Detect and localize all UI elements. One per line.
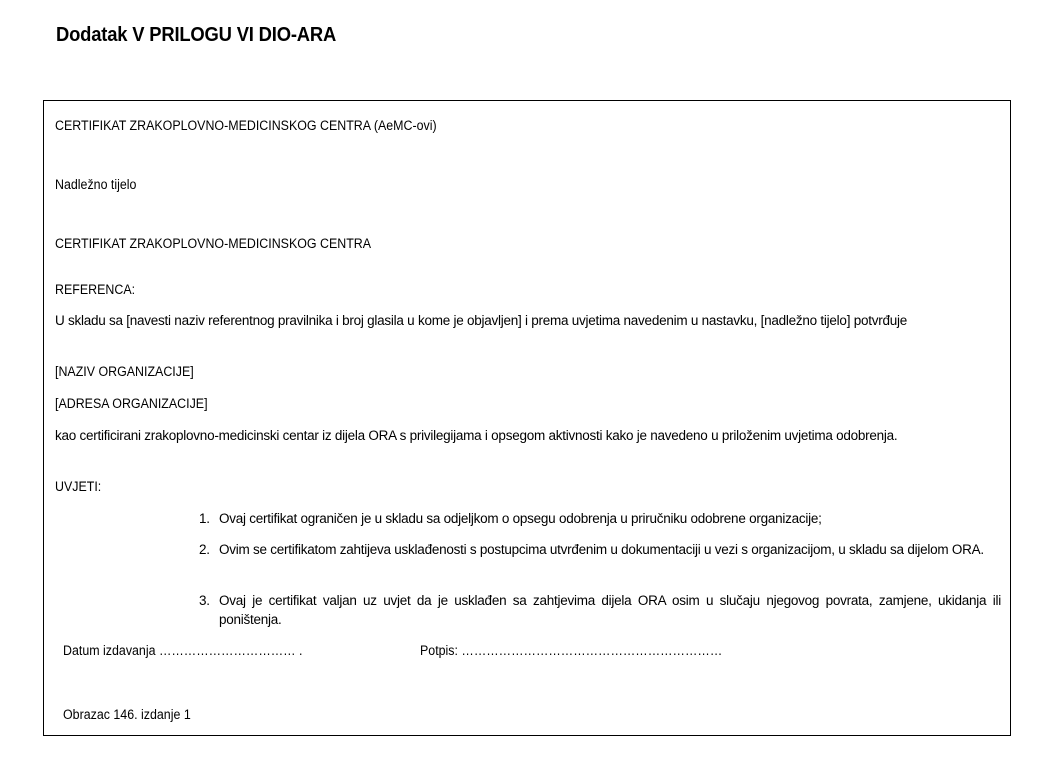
condition-item: [199, 509, 1001, 528]
condition-item: [199, 591, 1001, 629]
issue-date-field: Datum izdavanja …………………………… .: [63, 643, 303, 658]
intro-paragraph: U skladu sa [navesti naziv referentnog pravilnika i broj glasila u kome je objavljen] i prema uvjetima navedenim u nastavku, [nadležno tijelo] potvrđuje: [55, 313, 907, 328]
page-heading: Dodatak V PRILOGU VI DIO-ARA: [56, 24, 337, 46]
condition-number: 2.: [199, 542, 210, 557]
form-number: Obrazac 146. izdanje 1: [63, 707, 191, 722]
condition-text: Ovim se certifikatom zahtijeva usklađenosti s postupcima utvrđenim u dokumentaciji u vezi s organizacijom, u skladu sa dijelom ORA.: [219, 542, 984, 557]
organization-name: [NAZIV ORGANIZACIJE]: [55, 364, 194, 379]
certificate-title: CERTIFIKAT ZRAKOPLOVNO-MEDICINSKOG CENTRA (AeMC-ovi): [55, 118, 437, 133]
condition-number: 1.: [199, 511, 210, 526]
signature-field: Potpis: ………………………………………………………: [420, 643, 723, 658]
certificate-subtitle: CERTIFIKAT ZRAKOPLOVNO-MEDICINSKOG CENTRA: [55, 236, 372, 251]
reference-label: REFERENCA:: [55, 282, 136, 297]
certificate-frame: [43, 100, 1011, 736]
condition-text: Ovaj je certifikat valjan uz uvjet da je usklađen sa zahtjevima dijela ORA osim u slučaju njegovog povrata, zamjene, ukidanja ili poništenja.: [219, 593, 1001, 627]
condition-item: [199, 540, 1001, 559]
condition-number: 3.: [199, 593, 210, 608]
organization-address: [ADRESA ORGANIZACIJE]: [55, 396, 208, 411]
approval-statement: kao certificirani zrakoplovno-medicinski centar iz dijela ORA s privilegijama i opsegom aktivnosti kako je navedeno u priloženim uvjetima odobrenja.: [55, 428, 898, 443]
conditions-label: UVJETI:: [55, 479, 102, 494]
condition-text: Ovaj certifikat ograničen je u skladu sa odjeljkom o opsegu odobrenja u priručniku odobrene organizacije;: [219, 511, 822, 526]
competent-authority: Nadležno tijelo: [55, 177, 137, 192]
